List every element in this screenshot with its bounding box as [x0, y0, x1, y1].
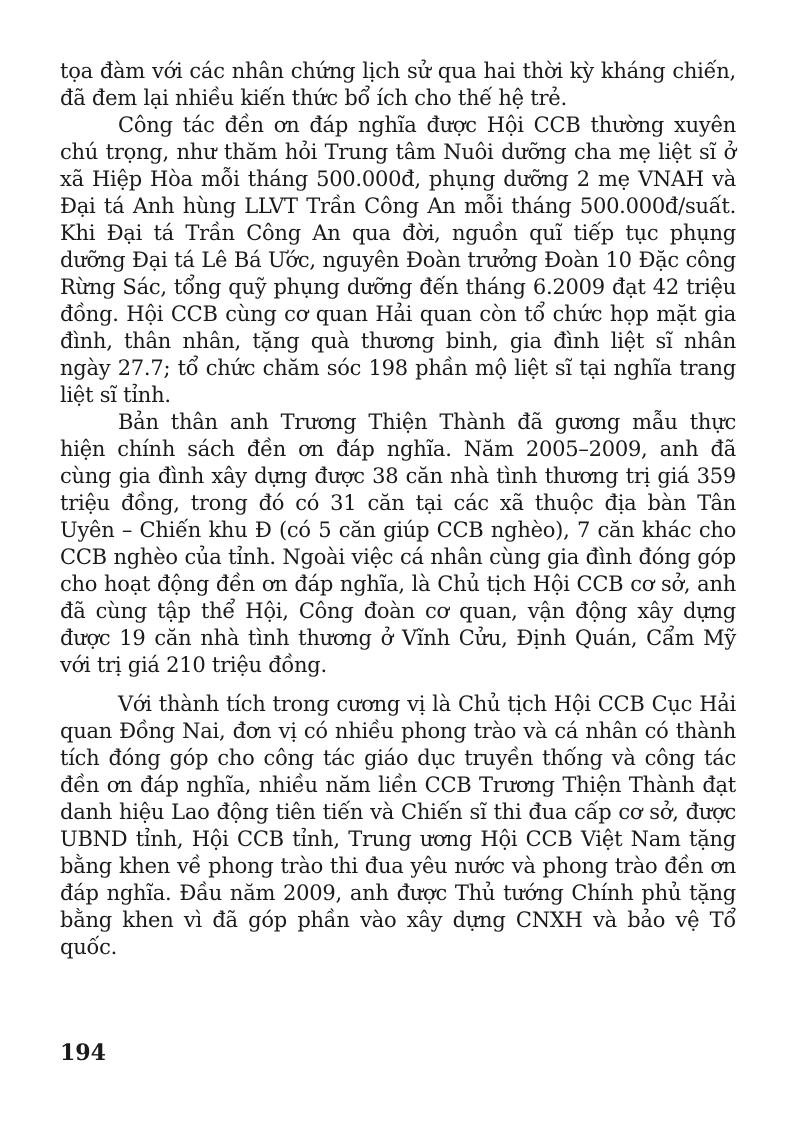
paragraph-gratitude-work: Công tác đền ơn đáp nghĩa được Hội CCB thường xuyên chú trọng, như thăm hỏi Trung tâm Nuôi dưỡng cha mẹ liệt sĩ ở xã Hiệp Hòa mỗi tháng 500.000đ, phụng dưỡng 2 mẹ VNAH và Đại tá Anh hùng LLVT Trần Công An mỗi tháng 500.000đ/suất. Khi Đại tá Trần Công An qua đời, nguồn quĩ tiếp tục phụng dưỡng Đại tá Lê Bá Ước, nguyên Đoàn trưởng Đoàn 10 Đặc công Rừng Sác, tổng quỹ phụng dưỡng đến tháng 6.2009 đạt 42 triệu đồng. Hội CCB cùng cơ quan Hải quan còn tổ chức họp mặt gia đình, thân nhân, tặng quà thương binh, gia đình liệt sĩ nhân ngày 27.7; tổ chức chăm sóc 198 phần mộ liệt sĩ tại nghĩa trang liệt sĩ tỉnh.: [60, 113, 736, 407]
page-body: [60, 58, 736, 961]
page-number: 194: [60, 1040, 106, 1066]
paragraph-achievements: Với thành tích trong cương vị là Chủ tịch Hội CCB Cục Hải quan Đồng Nai, đơn vị có nhiều phong trào và cá nhân có thành tích đóng góp cho công tác giáo dục truyền thống và công tác đền ơn đáp nghĩa, nhiều năm liền CCB Trương Thiện Thành đạt danh hiệu Lao động tiên tiến và Chiến sĩ thi đua cấp cơ sở, được UBND tỉnh, Hội CCB tỉnh, Trung ương Hội CCB Việt Nam tặng bằng khen về phong trào thi đua yêu nước và phong trào đền ơn đáp nghĩa. Đầu năm 2009, anh được Thủ tướng Chính phủ tặng bằng khen vì đã góp phần vào xây dựng CNXH và bảo vệ Tổ quốc.: [60, 692, 736, 959]
paragraph-continuation: tọa đàm với các nhân chứng lịch sử qua hai thời kỳ kháng chiến, đã đem lại nhiều kiến thức bổ ích cho thế hệ trẻ.: [60, 59, 736, 110]
paragraph-personal-example: Bản thân anh Trương Thiện Thành đã gương mẫu thực hiện chính sách đền ơn đáp nghĩa. Năm 2005–2009, anh đã cùng gia đình xây dựng được 38 căn nhà tình thương trị giá 359 triệu đồng, trong đó có 31 căn tại các xã thuộc địa bàn Tân Uyên – Chiến khu Đ (có 5 căn giúp CCB nghèo), 7 căn khác cho CCB nghèo của tỉnh. Ngoài việc cá nhân cùng gia đình đóng góp cho hoạt động đền ơn đáp nghĩa, là Chủ tịch Hội CCB cơ sở, anh đã cùng tập thể Hội, Công đoàn cơ quan, vận động xây dựng được 19 căn nhà tình thương ở Vĩnh Cửu, Định Quán, Cẩm Mỹ với trị giá 210 triệu đồng.: [60, 410, 736, 677]
